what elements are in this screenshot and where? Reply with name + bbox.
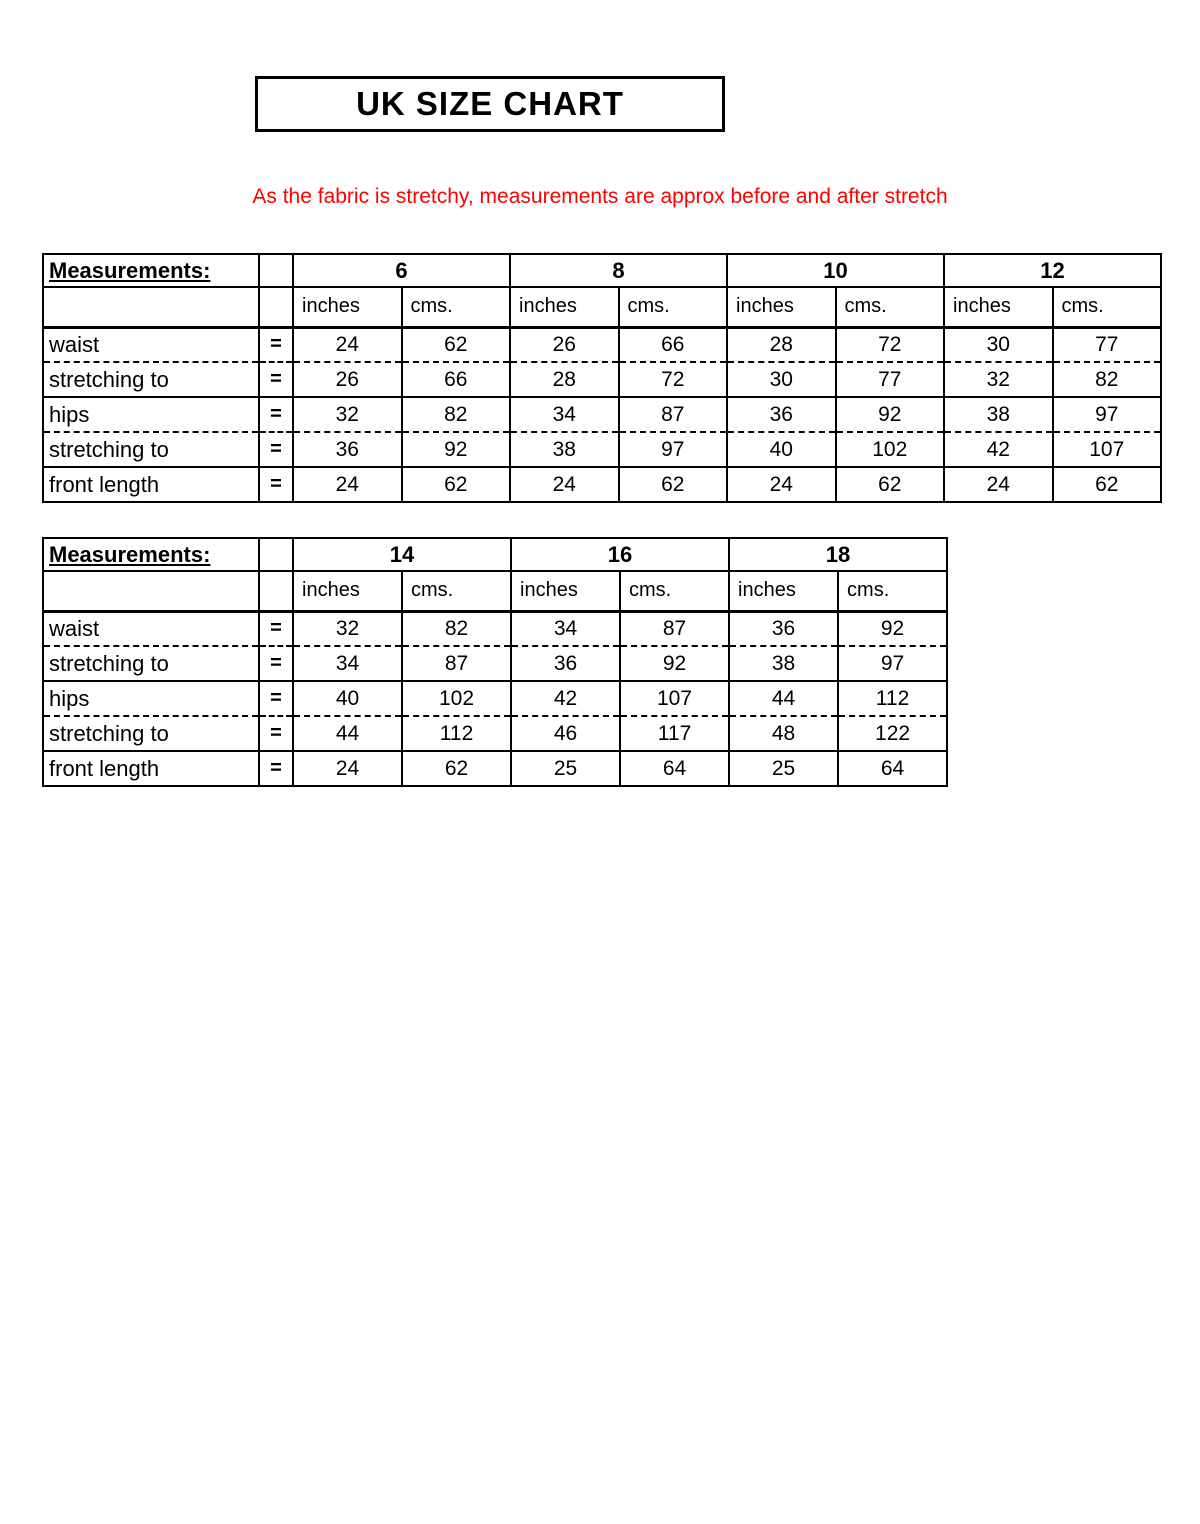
value-cell: 107	[620, 681, 729, 716]
unit-header: cms.	[619, 287, 728, 327]
size-table-6-12	[42, 253, 1162, 503]
unit-header-row	[43, 571, 947, 611]
value-cell: 36	[729, 611, 838, 646]
value-cell: 26	[293, 362, 402, 397]
row-label: hips	[43, 397, 259, 432]
value-cell: 66	[402, 362, 511, 397]
value-cell: 34	[510, 397, 619, 432]
value-cell: 107	[1053, 432, 1162, 467]
equals-sign: =	[259, 751, 293, 786]
value-cell: 36	[511, 646, 620, 681]
value-cell: 26	[510, 327, 619, 362]
value-cell: 62	[619, 467, 728, 502]
value-cell: 82	[1053, 362, 1162, 397]
value-cell: 62	[402, 751, 511, 786]
value-cell: 38	[510, 432, 619, 467]
corner-label: Measurements:	[43, 538, 259, 571]
value-cell: 42	[511, 681, 620, 716]
unit-header: cms.	[402, 287, 511, 327]
value-cell: 72	[836, 327, 945, 362]
title-box	[255, 76, 725, 132]
unit-header: inches	[944, 287, 1053, 327]
unit-header: cms.	[402, 571, 511, 611]
value-cell: 32	[293, 611, 402, 646]
value-cell: 92	[836, 397, 945, 432]
empty-cell	[259, 254, 293, 287]
equals-sign: =	[259, 611, 293, 646]
equals-sign: =	[259, 432, 293, 467]
value-cell: 87	[402, 646, 511, 681]
value-cell: 30	[727, 362, 836, 397]
value-cell: 64	[620, 751, 729, 786]
row-label: stretching to	[43, 646, 259, 681]
value-cell: 24	[293, 467, 402, 502]
value-cell: 36	[293, 432, 402, 467]
value-cell: 42	[944, 432, 1053, 467]
value-cell: 24	[293, 327, 402, 362]
size-table-14-18	[42, 537, 948, 787]
unit-header: inches	[510, 287, 619, 327]
table-row-stretching-to	[43, 646, 947, 681]
value-cell: 102	[402, 681, 511, 716]
page-title: UK SIZE CHART	[356, 85, 624, 122]
value-cell: 77	[1053, 327, 1162, 362]
value-cell: 122	[838, 716, 947, 751]
table-row-hips	[43, 397, 1161, 432]
value-cell: 30	[944, 327, 1053, 362]
size-header-16: 16	[511, 538, 729, 571]
corner-label: Measurements:	[43, 254, 259, 287]
value-cell: 87	[619, 397, 728, 432]
value-cell: 97	[838, 646, 947, 681]
equals-sign: =	[259, 681, 293, 716]
value-cell: 24	[727, 467, 836, 502]
value-cell: 36	[727, 397, 836, 432]
value-cell: 62	[402, 467, 511, 502]
value-cell: 32	[944, 362, 1053, 397]
empty-cell	[259, 571, 293, 611]
size-header-row	[43, 538, 947, 571]
value-cell: 40	[727, 432, 836, 467]
value-cell: 102	[836, 432, 945, 467]
value-cell: 82	[402, 611, 511, 646]
value-cell: 34	[293, 646, 402, 681]
value-cell: 25	[511, 751, 620, 786]
unit-header: cms.	[1053, 287, 1162, 327]
unit-header: inches	[511, 571, 620, 611]
value-cell: 24	[944, 467, 1053, 502]
unit-header: cms.	[620, 571, 729, 611]
value-cell: 87	[620, 611, 729, 646]
size-header-12: 12	[944, 254, 1161, 287]
table-row-hips	[43, 681, 947, 716]
row-label: front length	[43, 467, 259, 502]
value-cell: 97	[619, 432, 728, 467]
size-header-6: 6	[293, 254, 510, 287]
unit-header: cms.	[836, 287, 945, 327]
value-cell: 38	[729, 646, 838, 681]
value-cell: 92	[620, 646, 729, 681]
row-label: hips	[43, 681, 259, 716]
value-cell: 24	[510, 467, 619, 502]
table-row-waist	[43, 611, 947, 646]
row-label: stretching to	[43, 362, 259, 397]
value-cell: 72	[619, 362, 728, 397]
table-row-stretching-to	[43, 432, 1161, 467]
value-cell: 64	[838, 751, 947, 786]
row-label: front length	[43, 751, 259, 786]
row-label: stretching to	[43, 716, 259, 751]
size-header-8: 8	[510, 254, 727, 287]
empty-cell	[259, 538, 293, 571]
value-cell: 48	[729, 716, 838, 751]
unit-header: inches	[727, 287, 836, 327]
equals-sign: =	[259, 327, 293, 362]
table-row-waist	[43, 327, 1161, 362]
value-cell: 24	[293, 751, 402, 786]
value-cell: 112	[402, 716, 511, 751]
equals-sign: =	[259, 716, 293, 751]
value-cell: 34	[511, 611, 620, 646]
empty-cell	[43, 571, 259, 611]
value-cell: 97	[1053, 397, 1162, 432]
value-cell: 66	[619, 327, 728, 362]
value-cell: 92	[838, 611, 947, 646]
value-cell: 44	[729, 681, 838, 716]
value-cell: 92	[402, 432, 511, 467]
equals-sign: =	[259, 646, 293, 681]
value-cell: 28	[510, 362, 619, 397]
row-label: waist	[43, 611, 259, 646]
value-cell: 62	[1053, 467, 1162, 502]
value-cell: 25	[729, 751, 838, 786]
equals-sign: =	[259, 397, 293, 432]
unit-header: cms.	[838, 571, 947, 611]
table-row-stretching-to	[43, 362, 1161, 397]
row-label: stretching to	[43, 432, 259, 467]
unit-header: inches	[293, 571, 402, 611]
value-cell: 32	[293, 397, 402, 432]
size-header-10: 10	[727, 254, 944, 287]
value-cell: 62	[402, 327, 511, 362]
value-cell: 117	[620, 716, 729, 751]
value-cell: 82	[402, 397, 511, 432]
size-header-row	[43, 254, 1161, 287]
value-cell: 40	[293, 681, 402, 716]
unit-header: inches	[293, 287, 402, 327]
stretch-note: As the fabric is stretchy, measurements are approx before and after stretch	[252, 185, 948, 208]
equals-sign: =	[259, 467, 293, 502]
value-cell: 77	[836, 362, 945, 397]
empty-cell	[43, 287, 259, 327]
size-header-14: 14	[293, 538, 511, 571]
unit-header: inches	[729, 571, 838, 611]
empty-cell	[259, 287, 293, 327]
equals-sign: =	[259, 362, 293, 397]
unit-header-row	[43, 287, 1161, 327]
table-row-front-length	[43, 467, 1161, 502]
value-cell: 112	[838, 681, 947, 716]
value-cell: 46	[511, 716, 620, 751]
table-row-front-length	[43, 751, 947, 786]
value-cell: 44	[293, 716, 402, 751]
value-cell: 38	[944, 397, 1053, 432]
size-header-18: 18	[729, 538, 947, 571]
table-row-stretching-to	[43, 716, 947, 751]
value-cell: 62	[836, 467, 945, 502]
row-label: waist	[43, 327, 259, 362]
value-cell: 28	[727, 327, 836, 362]
